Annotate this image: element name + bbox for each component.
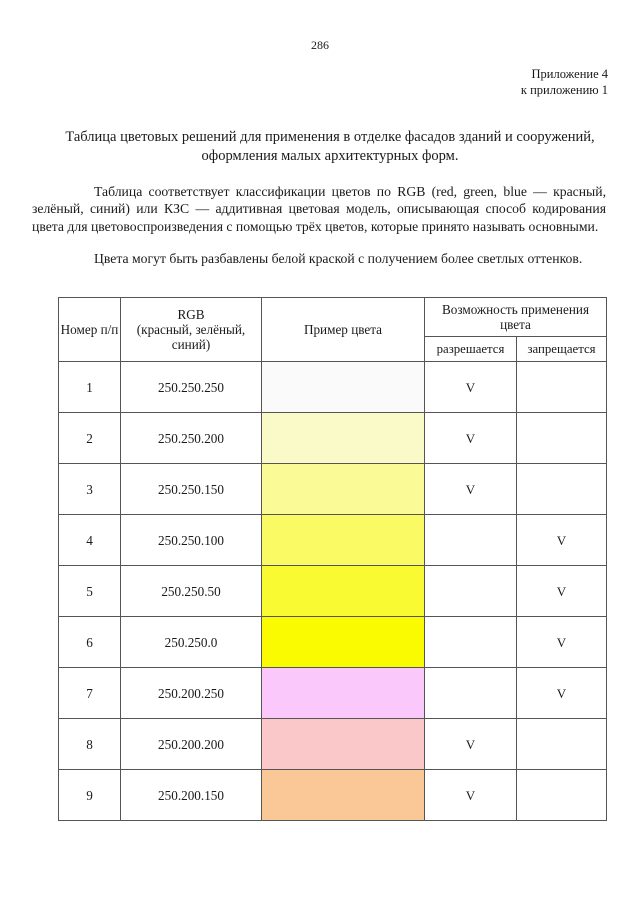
row-example (262, 464, 425, 515)
row-rgb: 250.250.100 (121, 515, 262, 566)
color-swatch (262, 770, 424, 820)
row-number: 9 (59, 770, 121, 821)
row-example (262, 362, 425, 413)
row-number: 8 (59, 719, 121, 770)
row-example (262, 668, 425, 719)
row-number: 1 (59, 362, 121, 413)
row-forbidden (517, 464, 607, 515)
row-forbidden: V (517, 668, 607, 719)
color-swatch (262, 515, 424, 565)
row-rgb: 250.250.250 (121, 362, 262, 413)
row-rgb: 250.200.150 (121, 770, 262, 821)
row-example (262, 770, 425, 821)
paragraph-rgb-description: Таблица соответствует классификации цветов по RGB (red, green, blue — красный, зелёный, синий) или КЗС — аддитивная цветовая модель, описывающая способ кодирования цвета для цветовоспроизведения с помощью трёх цветов, которые принято называть основными. (32, 184, 606, 234)
row-number: 7 (59, 668, 121, 719)
row-number: 3 (59, 464, 121, 515)
paragraph-dilution-note: Цвета могут быть разбавлены белой краской с получением более светлых оттенков. (94, 251, 583, 266)
row-allowed: V (425, 413, 517, 464)
row-number: 6 (59, 617, 121, 668)
table-row (59, 566, 607, 617)
color-swatch (262, 617, 424, 667)
color-swatch (262, 566, 424, 616)
row-allowed (425, 617, 517, 668)
row-rgb: 250.250.200 (121, 413, 262, 464)
table-row (59, 719, 607, 770)
row-allowed: V (425, 464, 517, 515)
document-title: Таблица цветовых решений для применения в отделке фасадов зданий и сооружений, оформления малых архитектурных форм. (65, 129, 595, 164)
table-body (59, 362, 607, 821)
table-row (59, 668, 607, 719)
header-rgb-subtitle: (красный, зелёный, синий) (136, 322, 246, 352)
row-allowed: V (425, 362, 517, 413)
row-rgb: 250.250.150 (121, 464, 262, 515)
row-forbidden: V (517, 566, 607, 617)
row-rgb: 250.250.0 (121, 617, 262, 668)
table-row (59, 515, 607, 566)
row-number: 2 (59, 413, 121, 464)
color-swatch (262, 362, 424, 412)
row-number: 4 (59, 515, 121, 566)
header-rgb-title: RGB (177, 307, 205, 322)
page-number: 286 (311, 38, 329, 52)
row-forbidden (517, 719, 607, 770)
row-forbidden: V (517, 515, 607, 566)
row-rgb: 250.250.50 (121, 566, 262, 617)
color-swatch (262, 413, 424, 463)
color-table (58, 297, 607, 821)
header-number: Номер п/п (59, 298, 121, 362)
row-allowed (425, 566, 517, 617)
table-row (59, 413, 607, 464)
color-swatch (262, 668, 424, 718)
row-example (262, 566, 425, 617)
row-example (262, 413, 425, 464)
appendix-line-1: Приложение 4 (531, 67, 608, 81)
table-row (59, 464, 607, 515)
table-row (59, 617, 607, 668)
row-allowed: V (425, 719, 517, 770)
row-forbidden (517, 362, 607, 413)
header-example: Пример цвета (262, 298, 425, 362)
row-example (262, 617, 425, 668)
appendix-line-2: к приложению 1 (520, 83, 608, 97)
row-rgb: 250.200.200 (121, 719, 262, 770)
table-row (59, 362, 607, 413)
row-number: 5 (59, 566, 121, 617)
appendix-reference (521, 66, 608, 98)
row-example (262, 515, 425, 566)
row-forbidden (517, 413, 607, 464)
header-allowed: разрешается (425, 337, 517, 362)
table-header-row (59, 298, 607, 337)
row-allowed: V (425, 770, 517, 821)
table-row (59, 770, 607, 821)
color-swatch (262, 719, 424, 769)
header-forbidden: запрещается (517, 337, 607, 362)
row-example (262, 719, 425, 770)
row-forbidden: V (517, 617, 607, 668)
row-allowed (425, 668, 517, 719)
header-usage: Возможность применения цвета (425, 298, 607, 337)
header-rgb (121, 298, 262, 362)
color-swatch (262, 464, 424, 514)
row-allowed (425, 515, 517, 566)
row-forbidden (517, 770, 607, 821)
row-rgb: 250.200.250 (121, 668, 262, 719)
